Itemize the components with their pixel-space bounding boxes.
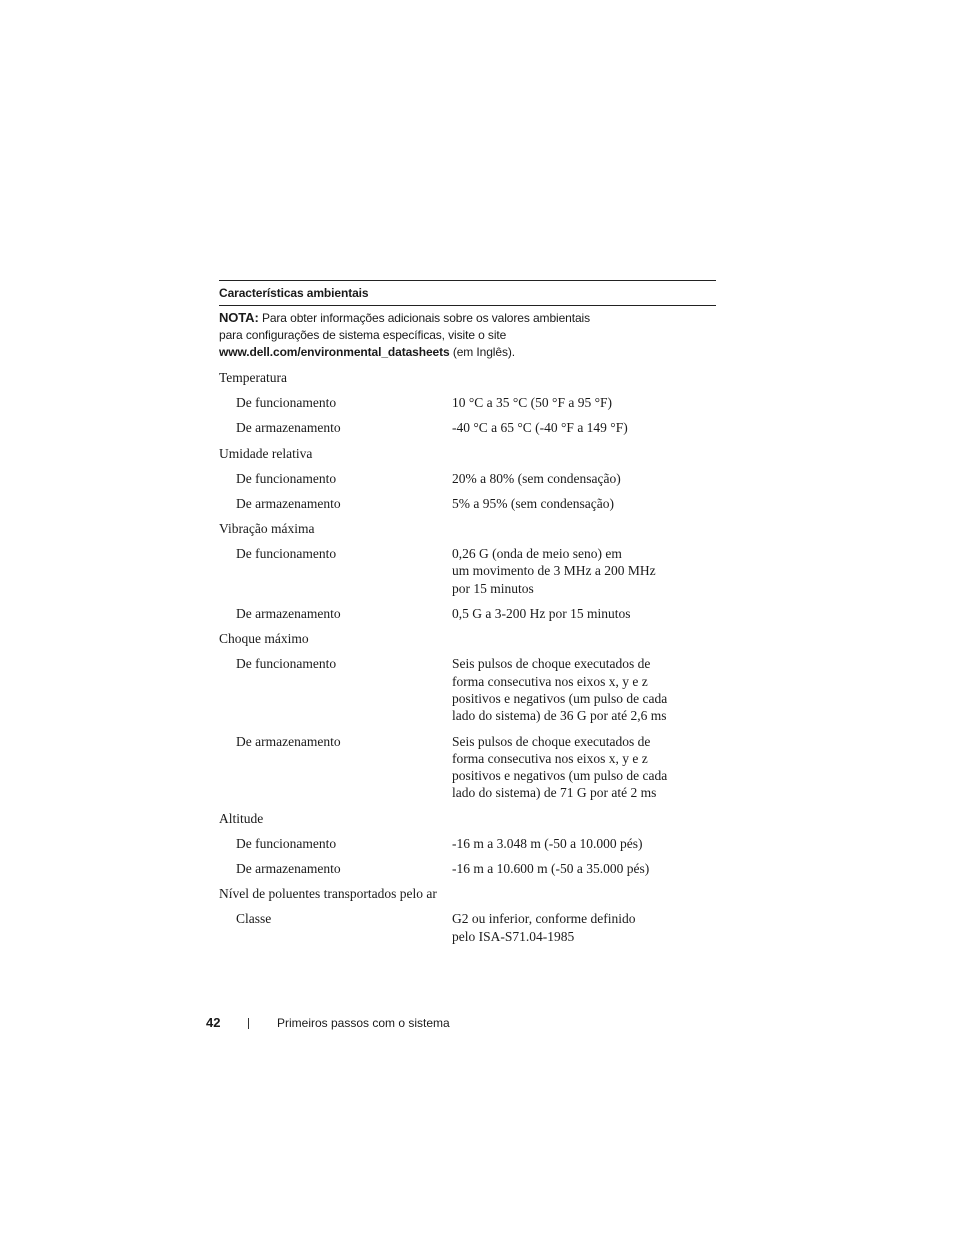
- spec-value: [452, 495, 716, 512]
- spec-row: [219, 655, 716, 724]
- spec-label: De funcionamento: [236, 546, 337, 562]
- note-url-link[interactable]: www.dell.com/environmental_datasheets: [219, 345, 450, 359]
- page-footer: [206, 1015, 450, 1031]
- spec-value-line: positivos e negativos (um pulso de cada: [452, 690, 668, 706]
- spec-value-line: pelo ISA-S71.04-1985: [452, 928, 575, 944]
- spec-label: Classe: [236, 911, 272, 927]
- spec-value-line: 0,26 G (onda de meio seno) em: [452, 546, 622, 562]
- spec-row: [219, 733, 716, 802]
- spec-label: De armazenamento: [236, 420, 341, 436]
- group-title: Vibração máxima: [219, 521, 315, 537]
- spec-value-line: Seis pulsos de choque executados de: [452, 733, 651, 749]
- group-title: Choque máximo: [219, 631, 309, 647]
- page-number: 42: [206, 1015, 221, 1030]
- group-title: Nível de poluentes transportados pelo ar: [219, 886, 437, 902]
- spec-value-line: por 15 minutos: [452, 580, 534, 596]
- spec-label: De armazenamento: [236, 606, 341, 622]
- spec-value: [452, 860, 716, 877]
- note-text-1: Para obter informações adicionais sobre os valores ambientais: [261, 311, 591, 325]
- spec-label: De armazenamento: [236, 733, 341, 749]
- spec-value: [452, 655, 716, 724]
- spec-value-line: positivos e negativos (um pulso de cada: [452, 768, 668, 784]
- spec-label: De armazenamento: [236, 861, 341, 877]
- spec-value: [452, 605, 716, 622]
- spec-row: [219, 495, 716, 512]
- spec-rows: [219, 369, 716, 945]
- spec-row: [219, 860, 716, 877]
- spec-value: [452, 835, 716, 852]
- spec-value-line: 20% a 80% (sem condensação): [452, 470, 621, 486]
- spec-row: [219, 394, 716, 411]
- spec-value-line: forma consecutiva nos eixos x, y e z: [452, 750, 648, 766]
- spec-row: [219, 545, 716, 597]
- group-title: Temperatura: [219, 370, 288, 385]
- footer-separator: [248, 1018, 249, 1029]
- spec-row: [219, 910, 716, 945]
- spec-value-line: -40 °C a 65 °C (-40 °F a 149 °F): [452, 420, 628, 436]
- note-line-3: [219, 344, 716, 361]
- spec-value: [452, 545, 716, 597]
- table-header: Características ambientais: [219, 286, 369, 300]
- spec-label: De funcionamento: [236, 656, 337, 672]
- footer-chapter-title: Primeiros passos com o sistema: [277, 1016, 450, 1030]
- spec-value: [452, 394, 716, 411]
- spec-row: [219, 419, 716, 436]
- environmental-specs-table: [219, 280, 716, 953]
- spec-value-line: 5% a 95% (sem condensação): [452, 495, 614, 511]
- note-line-1: [219, 309, 716, 327]
- spec-value: [452, 419, 716, 436]
- spec-value-line: -16 m a 10.600 m (-50 a 35.000 pés): [452, 861, 650, 877]
- spec-label: De funcionamento: [236, 395, 337, 410]
- spec-value-line: um movimento de 3 MHz a 200 MHz: [452, 563, 656, 579]
- table-header-rule: [219, 305, 716, 306]
- group-title: Altitude: [219, 810, 264, 826]
- spec-label: De armazenamento: [236, 495, 341, 511]
- spec-value-line: Seis pulsos de choque executados de: [452, 656, 651, 672]
- group-title: Umidade relativa: [219, 445, 313, 461]
- spec-row: [219, 835, 716, 852]
- spec-value-line: lado do sistema) de 36 G por até 2,6 ms: [452, 708, 667, 724]
- spec-label: De funcionamento: [236, 835, 337, 851]
- note-block: [219, 309, 716, 361]
- spec-value-line: lado do sistema) de 71 G por até 2 ms: [452, 785, 657, 801]
- spec-value: [452, 470, 716, 487]
- spec-label: De funcionamento: [236, 470, 337, 486]
- spec-value-line: G2 ou inferior, conforme definido: [452, 911, 636, 927]
- spec-row: [219, 470, 716, 487]
- spec-value: [452, 733, 716, 802]
- note-line-2: para configurações de sistema específicas, visite o site: [219, 328, 507, 342]
- spec-value-line: forma consecutiva nos eixos x, y e z: [452, 673, 648, 689]
- spec-value-line: 0,5 G a 3-200 Hz por 15 minutos: [452, 606, 631, 622]
- note-suffix: (em Inglês).: [449, 345, 515, 359]
- spec-value-line: 10 °C a 35 °C (50 °F a 95 °F): [452, 395, 612, 410]
- spec-row: [219, 605, 716, 622]
- spec-value: [452, 910, 716, 945]
- note-label: NOTA:: [219, 310, 259, 325]
- spec-value-line: -16 m a 3.048 m (-50 a 10.000 pés): [452, 835, 643, 851]
